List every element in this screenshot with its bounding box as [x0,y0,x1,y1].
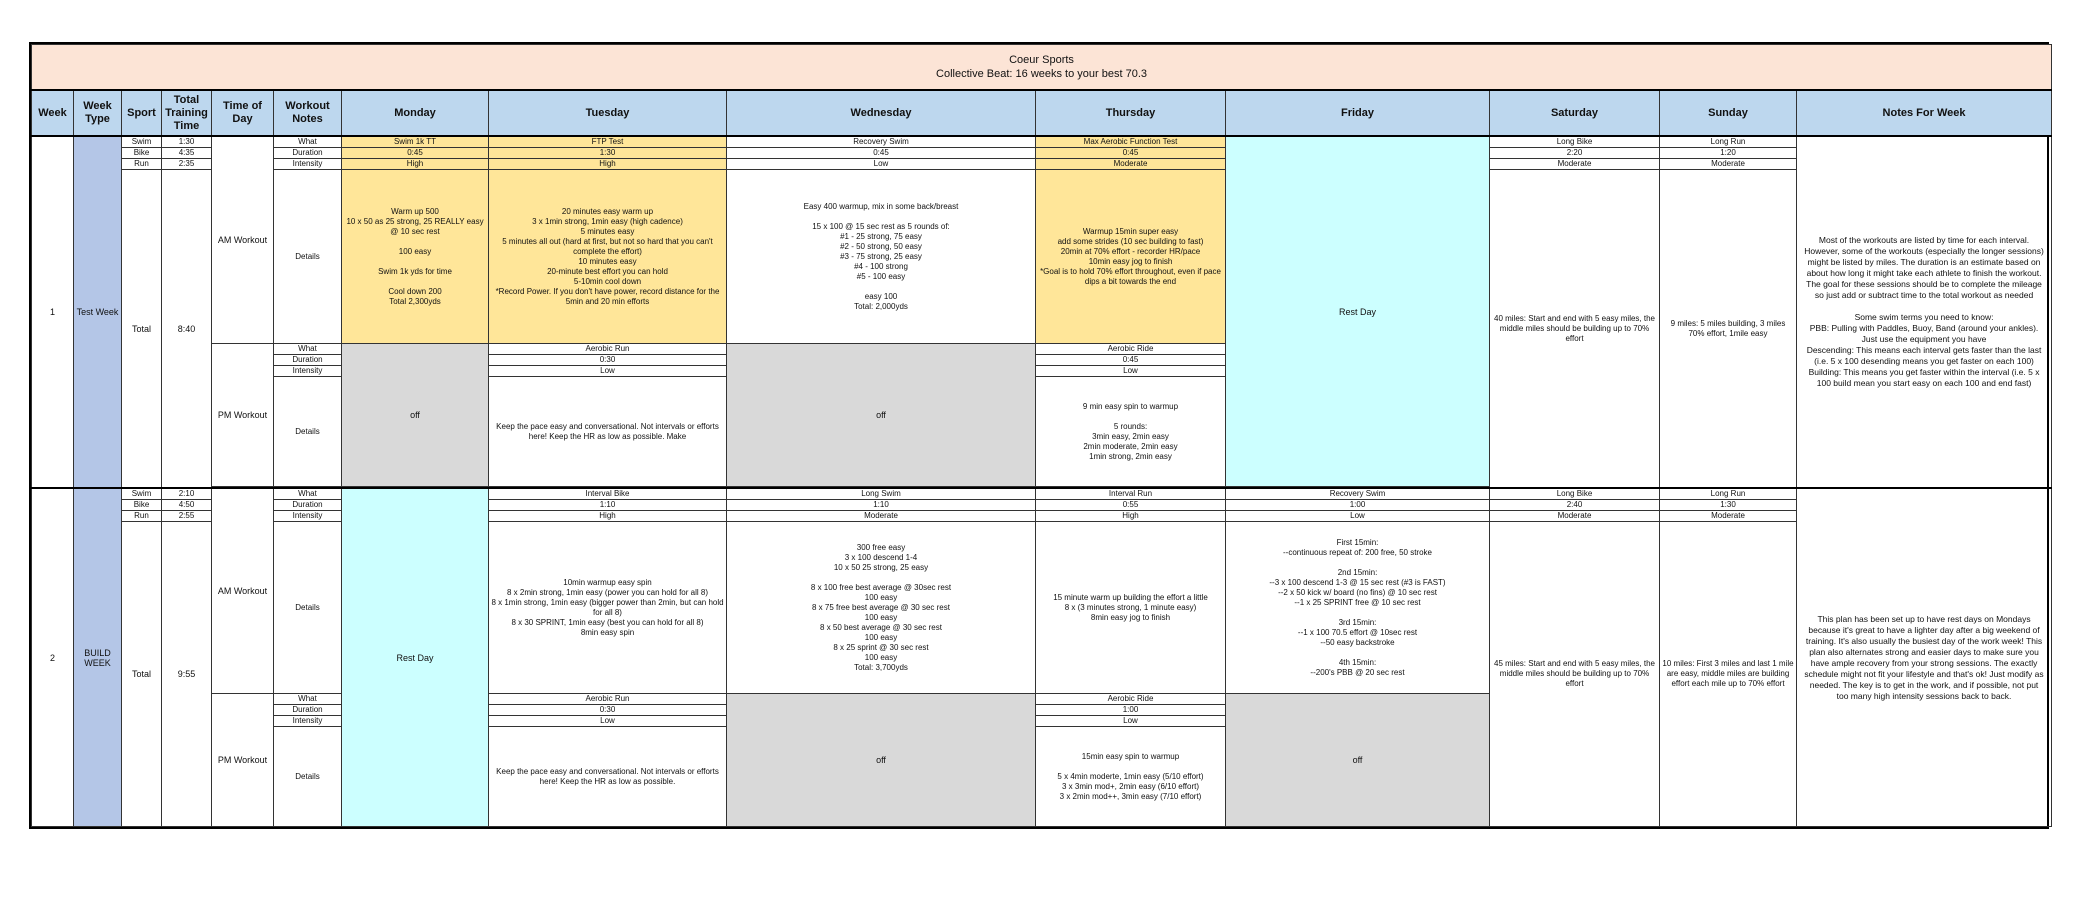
header-time-of-day: Time of Day [212,90,274,136]
plan-subtitle: Collective Beat: 16 weeks to your best 70.3 [936,68,1147,80]
week2-wed-duration: 1:10 [727,500,1036,511]
week1-am-intensity-label: Intensity [274,159,342,170]
header-thursday: Thursday [1036,90,1226,136]
week1-row-intensity [32,159,2052,170]
week2-sport-swim: Swim [122,488,162,500]
week1-sun-what: Long Run [1660,136,1797,148]
week2-wed-what: Long Swim [727,488,1036,500]
week1-mon-intensity: High [342,159,489,170]
week1-row-what [32,136,2052,148]
week2-sport-bike: Bike [122,500,162,511]
week2-thu-pm-intensity: Low [1036,716,1226,727]
week1-sport-swim: Swim [122,136,162,148]
plan-title: Coeur Sports [1009,54,1074,66]
week2-row-am-details [32,522,2052,694]
week1-mon-duration: 0:45 [342,148,489,159]
week1-sun-intensity: Moderate [1660,159,1797,170]
week1-wed-duration: 0:45 [727,148,1036,159]
week1-sun-duration: 1:20 [1660,148,1797,159]
week2-fri-duration: 1:00 [1226,500,1490,511]
week1-mon-details: Warm up 500 10 x 50 as 25 strong, 25 REALLY easy @ 10 sec rest 100 easy Swim 1k yds for time Cool down 200 Total 2,300yds [342,170,489,344]
week2-sport-run: Run [122,511,162,522]
week2-mon-rest: Rest Day [342,488,489,827]
week1-wed-pm-off: off [727,344,1036,487]
header-total-training-time: Total Training Time [162,90,212,136]
week2-total-time: 9:55 [162,522,212,827]
week1-tue-intensity: High [489,159,727,170]
week2-am-workout-label: AM Workout [212,488,274,694]
week2-row-intensity [32,511,2052,522]
week2-tue-pm-details: Keep the pace easy and conversational. Not intervals or efforts here! Keep the HR as low as possible. [489,727,727,827]
week2-pm-what-label: What [274,694,342,705]
week2-sat-details: 45 miles: Start and end with 5 easy miles, the middle miles should be building up to 70% effort [1490,522,1660,827]
header-wednesday: Wednesday [727,90,1036,136]
header-friday: Friday [1226,90,1490,136]
week2-tue-pm-duration: 0:30 [489,705,727,716]
week1-thu-pm-what: Aerobic Ride [1036,344,1226,355]
week1-pm-duration-label: Duration [274,355,342,366]
week2-pm-duration-label: Duration [274,705,342,716]
week1-am-what-label: What [274,136,342,148]
week1-thu-intensity: Moderate [1036,159,1226,170]
week2-sun-what: Long Run [1660,488,1797,500]
week1-am-workout-label: AM Workout [212,136,274,344]
week1-pm-what-label: What [274,344,342,355]
week1-swim-time: 1:30 [162,136,212,148]
week2-tue-what: Interval Bike [489,488,727,500]
week2-fri-details: First 15min: --continuous repeat of: 200 free, 50 stroke 2nd 15min: --3 x 100 descend 1-3 @ 15 sec rest (#3 is FAST) --2 x 50 kick w/ board (no fins) @ 10 sec rest --1 x 25 SPRINT free @ 10 sec rest 3rd 15min: --1 x 100 70.5 effort @ 10sec rest --50 easy backstroke 4th 15min: --200's PBB @ 20 sec rest [1226,522,1490,694]
week2-thu-what: Interval Run [1036,488,1226,500]
header-sport: Sport [122,90,162,136]
week1-sat-what: Long Bike [1490,136,1660,148]
week1-sat-duration: 2:20 [1490,148,1660,159]
week1-tue-details: 20 minutes easy warm up 3 x 1min strong, 1min easy (high cadence) 5 minutes easy 5 minutes all out (hard at first, but not so hard that you can't complete the effort) 10 minutes easy 20-minute best effort you can hold 5-10min cool down *Record Power. If you don't have power, record distance for the 5min and 20 min efforts [489,170,727,344]
week1-bike-time: 4:35 [162,148,212,159]
week2-row-what [32,488,2052,500]
week2-notes: This plan has been set up to have rest days on Mondays because it's great to have a lighter day after a big weekend of training. It's also usually the busiest day of the work week! This plan also alternates strong and easier days to make sure you have ample recovery from your strong sessions. The exactly schedule might not fit your lifestyle and that's ok! Just modify as needed. The key is to get in the work, and if possible, not put too many high intensity sessions back to back. [1797,488,2052,827]
week1-run-time: 2:35 [162,159,212,170]
plan-title-cell [32,45,2052,91]
week2-tue-duration: 1:10 [489,500,727,511]
header-row [32,90,2052,136]
week1-pm-details-label: Details [274,377,342,487]
week2-sat-duration: 2:40 [1490,500,1660,511]
week2-am-details-label: Details [274,522,342,694]
week1-thu-pm-duration: 0:45 [1036,355,1226,366]
week2-type: BUILD WEEK [74,488,122,827]
week1-sport-run: Run [122,159,162,170]
week2-tue-details: 10min warmup easy spin 8 x 2min strong, 1min easy (power you can hold for all 8) 8 x 1min strong, 1min easy (bigger power than 2min, but can hold for all 8) 8 x 30 SPRINT, 1min easy (best you can hold for all 8) 8min easy spin [489,522,727,694]
week1-sport-bike: Bike [122,148,162,159]
week2-row-duration [32,500,2052,511]
week2-wed-pm-off: off [727,694,1036,827]
week1-total-time: 8:40 [162,170,212,489]
week2-pm-details-label: Details [274,727,342,827]
week1-wed-what: Recovery Swim [727,136,1036,148]
training-plan-sheet [29,42,2049,829]
week1-wed-intensity: Low [727,159,1036,170]
week1-tue-what: FTP Test [489,136,727,148]
week2-fri-pm-off: off [1226,694,1490,827]
week2-sun-duration: 1:30 [1660,500,1797,511]
week1-thu-pm-intensity: Low [1036,366,1226,377]
week2-sun-intensity: Moderate [1660,511,1797,522]
week1-fri-rest: Rest Day [1226,136,1490,487]
week2-total-label: Total [122,522,162,827]
week1-sat-details: 40 miles: Start and end with 5 easy miles, the middle miles should be building up to 70% effort [1490,170,1660,489]
week2-swim-time: 2:10 [162,488,212,500]
week1-number: 1 [32,136,74,488]
week2-bike-time: 4:50 [162,500,212,511]
header-sunday: Sunday [1660,90,1797,136]
week1-type: Test Week [74,136,122,488]
header-notes-for-week: Notes For Week [1797,90,2052,136]
week2-pm-intensity-label: Intensity [274,716,342,727]
week1-row-duration [32,148,2052,159]
title-row [32,45,2052,91]
week2-run-time: 2:55 [162,511,212,522]
week2-fri-intensity: Low [1226,511,1490,522]
week2-am-intensity-label: Intensity [274,511,342,522]
week1-mon-what: Swim 1k TT [342,136,489,148]
week2-thu-duration: 0:55 [1036,500,1226,511]
training-plan-table [31,44,2052,827]
header-monday: Monday [342,90,489,136]
week2-pm-workout-label: PM Workout [212,694,274,827]
week2-wed-details: 300 free easy 3 x 100 descend 1-4 10 x 50 25 strong, 25 easy 8 x 100 free best average @ 30sec rest 100 easy 8 x 75 free best average @ 30 sec rest 100 easy 8 x 50 best average @ 30 sec rest 100 easy 8 x 25 sprint @ 30 sec rest 100 easy Total: 3,700yds [727,522,1036,694]
week1-tue-duration: 1:30 [489,148,727,159]
week1-total-label: Total [122,170,162,489]
week2-tue-pm-what: Aerobic Run [489,694,727,705]
week1-sat-intensity: Moderate [1490,159,1660,170]
week2-thu-details: 15 minute warm up building the effort a little 8 x (3 minutes strong, 1 minute easy) 8min easy jog to finish [1036,522,1226,694]
week1-thu-pm-details: 9 min easy spin to warmup 5 rounds: 3min easy, 2min easy 2min moderate, 2min easy 1min strong, 2min easy [1036,377,1226,487]
header-tuesday: Tuesday [489,90,727,136]
week1-pm-intensity-label: Intensity [274,366,342,377]
week2-thu-pm-what: Aerobic Ride [1036,694,1226,705]
week2-thu-pm-details: 15min easy spin to warmup 5 x 4min moderte, 1min easy (5/10 effort) 3 x 3min mod+, 2min easy (6/10 effort) 3 x 2min mod++, 3min easy (7/10 effort) [1036,727,1226,827]
week2-number: 2 [32,488,74,827]
header-week: Week [32,90,74,136]
week2-am-what-label: What [274,488,342,500]
week2-tue-pm-intensity: Low [489,716,727,727]
week2-wed-intensity: Moderate [727,511,1036,522]
week1-notes: Most of the workouts are listed by time for each interval. However, some of the workouts (especially the longer sessions) might be listed by miles. The duration is an estimate based on about how long it might take each athlete to finish the workout. The goal for these sessions should be to complete the mileage so just add or subtract time to the total workout as needed Some swim terms you need to know: PBB: Pulling with Paddles, Buoy, Band (around your ankles). Just use the equipment you have Descending: This means each interval gets faster than the last (i.e. 5 x 100 desending means you get faster on each 100) Building: This means you get faster within the interval (i.e. 5 x 100 build mean you start easy on each 100 and end fast) [1797,136,2052,488]
week1-tue-pm-details: Keep the pace easy and conversational. Not intervals or efforts here! Keep the HR as low as possible. Make [489,377,727,487]
week2-thu-pm-duration: 1:00 [1036,705,1226,716]
header-week-type: Week Type [74,90,122,136]
week1-wed-details: Easy 400 warmup, mix in some back/breast 15 x 100 @ 15 sec rest as 5 rounds of: #1 - 25 strong, 75 easy #2 - 50 strong, 50 easy #3 - 75 strong, 25 easy #4 - 100 strong #5 - 100 easy easy 100 Total: 2,000yds [727,170,1036,344]
week1-am-details-label: Details [274,170,342,344]
week2-fri-what: Recovery Swim [1226,488,1490,500]
week1-thu-details: Warmup 15min super easy add some strides (10 sec building to fast) 20min at 70% effort - recorder HR/pace 10min easy jog to finish *Goal is to hold 70% effort throughout, even if pace dips a bit towards the end [1036,170,1226,344]
week1-sun-details: 9 miles: 5 miles building, 3 miles 70% effort, 1mile easy [1660,170,1797,489]
week2-thu-intensity: High [1036,511,1226,522]
week1-pm-workout-label: PM Workout [212,344,274,487]
week1-thu-what: Max Aerobic Function Test [1036,136,1226,148]
week2-sat-intensity: Moderate [1490,511,1660,522]
week1-row-am-details [32,170,2052,344]
header-saturday: Saturday [1490,90,1660,136]
week2-sat-what: Long Bike [1490,488,1660,500]
week2-tue-intensity: High [489,511,727,522]
week1-tue-pm-intensity: Low [489,366,727,377]
week1-tue-pm-what: Aerobic Run [489,344,727,355]
week1-thu-duration: 0:45 [1036,148,1226,159]
week1-am-duration-label: Duration [274,148,342,159]
week2-am-duration-label: Duration [274,500,342,511]
week1-mon-pm-off: off [342,344,489,487]
week2-sun-details: 10 miles: First 3 miles and last 1 mile are easy, middle miles are building effort each mile up to 70% effort [1660,522,1797,827]
week1-tue-pm-duration: 0:30 [489,355,727,366]
header-workout-notes: Workout Notes [274,90,342,136]
